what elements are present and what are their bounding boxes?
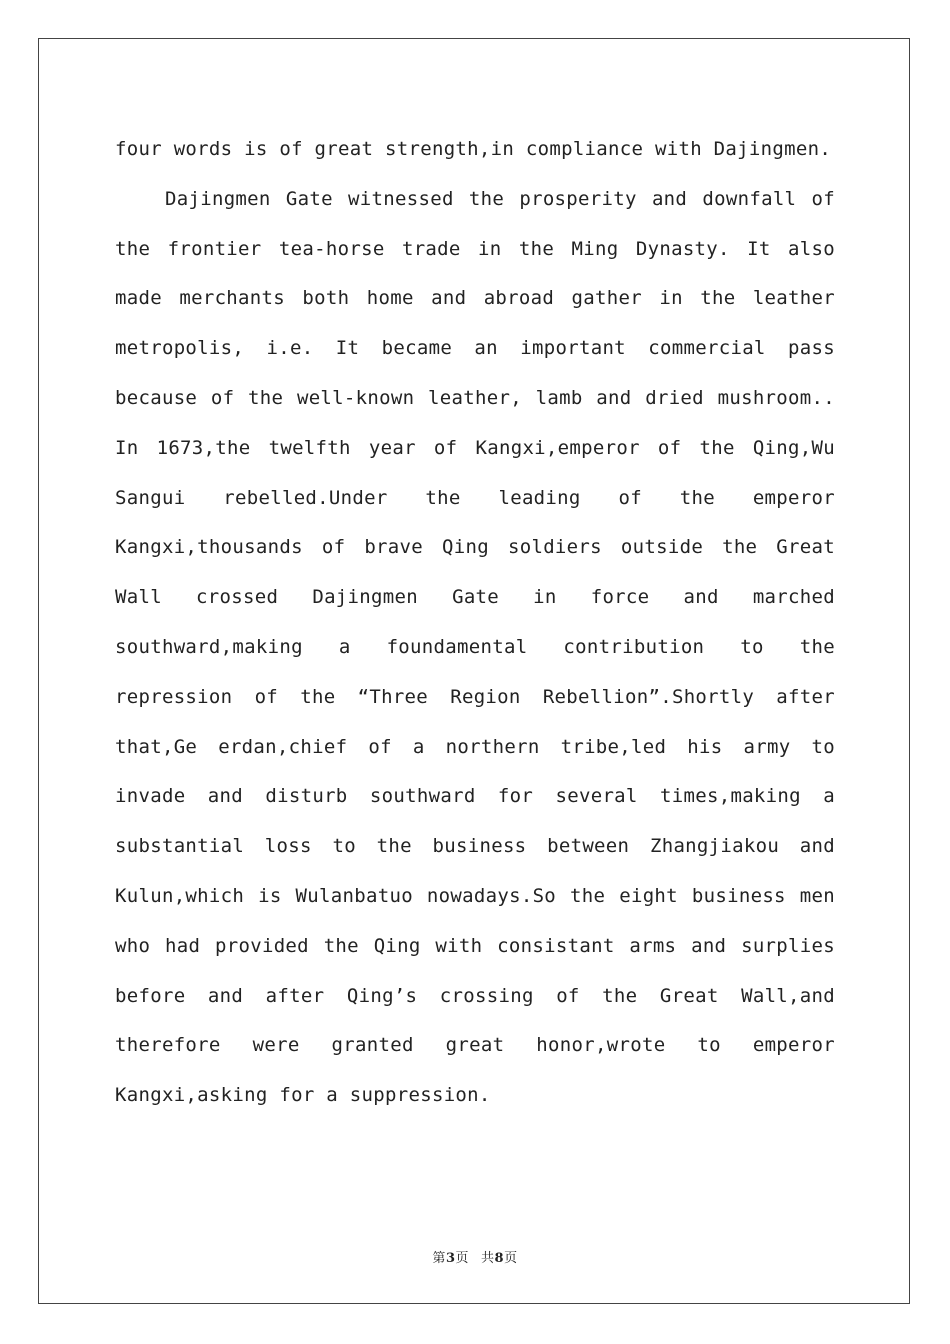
footer-total-prefix: 共 — [481, 1251, 495, 1266]
footer-total-pages: 8 — [494, 1251, 505, 1266]
footer-prefix: 第 — [432, 1251, 446, 1266]
paragraph-2: Dajingmen Gate witnessed the prosperity and downfall of the frontier tea-horse trade in the Ming Dynasty. It also made merchants both home and abroad gather in the leather metropolis, i.e. It became an important commercial pass because of the well-known leather, lamb and dried mushroom.. In 1673,the twelfth year of Kangxi,emperor of the Qing,Wu Sangui rebelled.Under the leading of the emperor Kangxi,thousands of brave Qing soldiers outside the Great Wall crossed Dajingmen Gate in force and marched southward,making a foundamental contribution to the repression of the “Three Region Rebellion”.Shortly after that,Ge erdan,chief of a northern tribe,led his army to invade and disturb southward for several times,making a substantial loss to the business between Zhangjiakou and Kulun,which is Wulanbatuo nowadays.So the eight business men who had provided the Qing with consistant arms and surplies before and after Qing’s crossing of the Great Wall,and therefore were granted great honor,wrote to emperor Kangxi,asking for a suppression. — [115, 187, 835, 1107]
footer-page-unit: 页 — [455, 1251, 469, 1266]
paragraph-1: four words is of great strength,in compliance with Dajingmen. — [115, 138, 832, 160]
document-body — [115, 125, 835, 1121]
footer-total-unit: 页 — [504, 1251, 518, 1266]
page-footer — [0, 1247, 950, 1266]
footer-current-page: 3 — [445, 1251, 456, 1266]
